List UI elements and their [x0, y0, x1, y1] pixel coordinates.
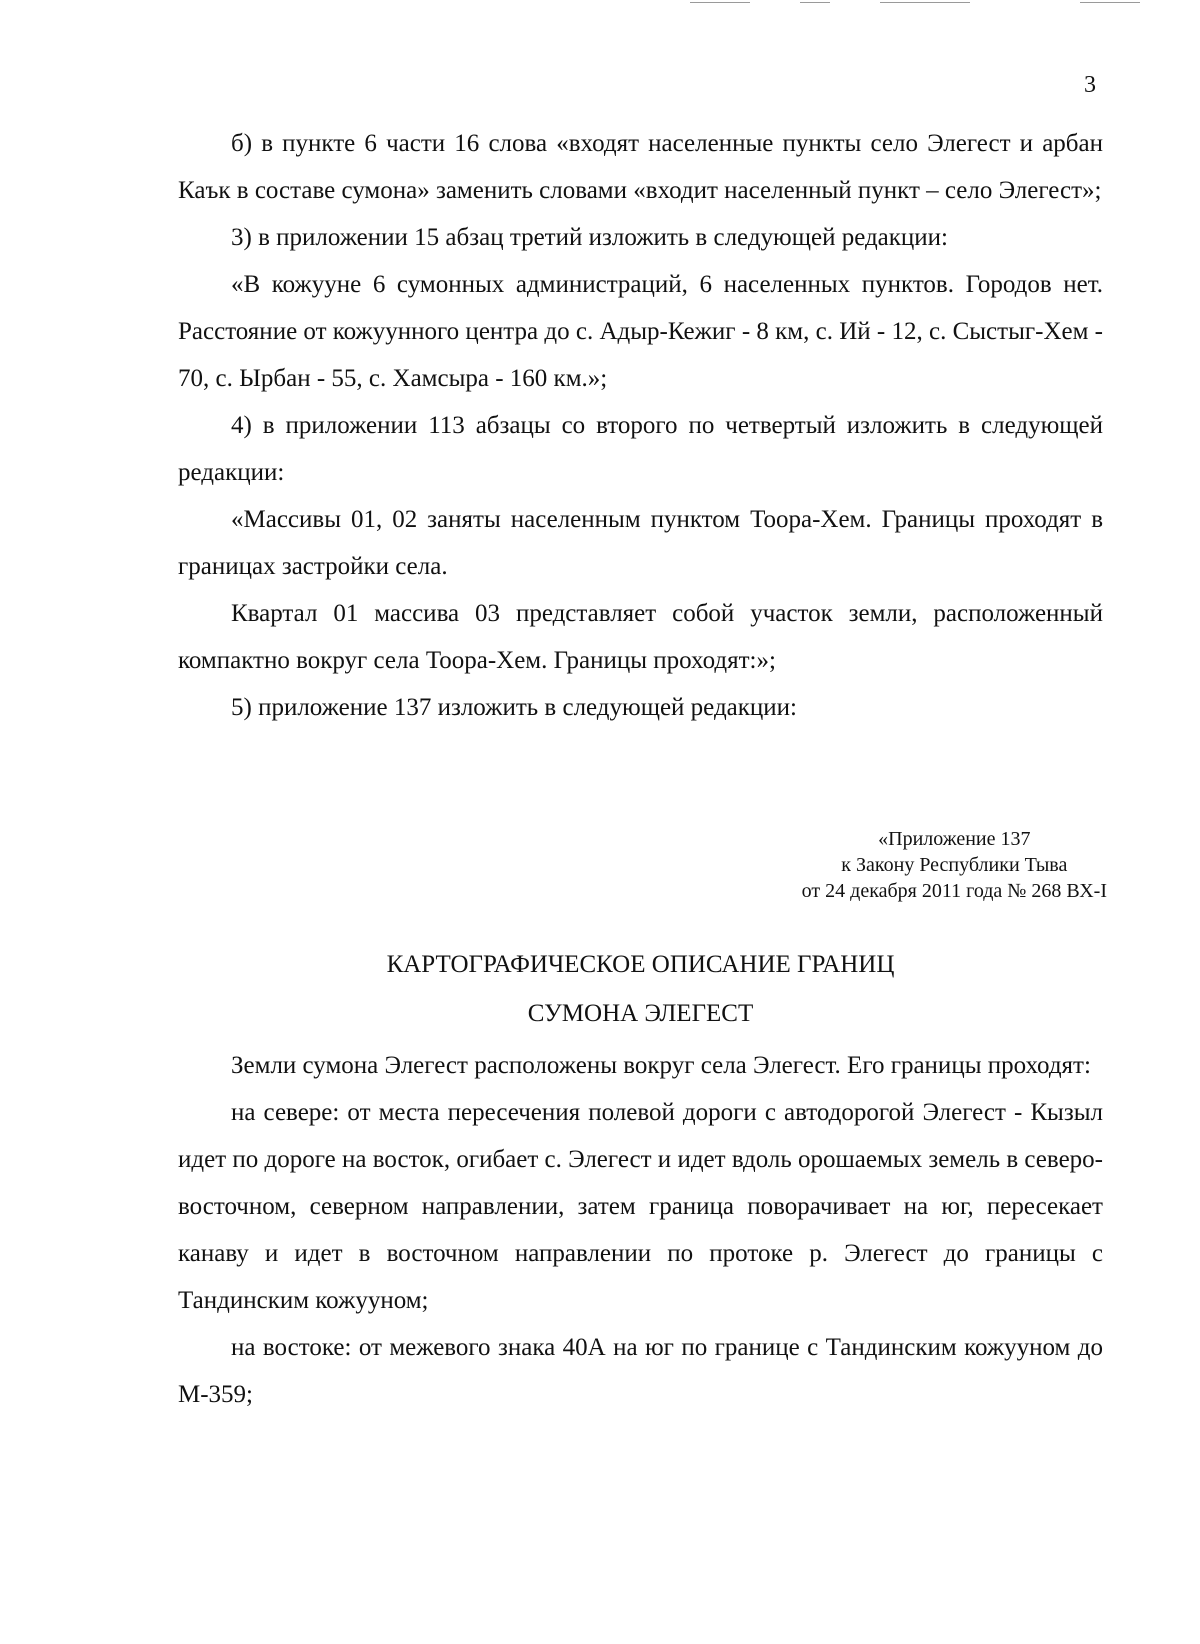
scan-artifact: [880, 2, 970, 3]
document-body-top: [178, 120, 1103, 731]
paragraph-north-border: на севере: от места пересечения полевой дороги с автодорогой Элегест - Кызыл идет по дороге на восток, огибает с. Элегест и идет вдоль орошаемых земель в северо-восточном, северном направлении, затем граница поворачивает на юг, пересекает канаву и идет в восточном направлении по протоке р. Элегест до границы с Тандинским кожууном;: [178, 1099, 1103, 1314]
paragraph-quote-kozhuun: «В кожууне 6 сумонных администраций, 6 населенных пунктов. Городов нет. Расстояние от кожуунного центра до с. Адыр-Кежиг - 8 км, с. Ий - 12, с. Сыстыг-Хем - 70, с. Ырбан - 55, с. Хамсыра - 160 км.»;: [178, 271, 1103, 392]
section-title-line-2: СУМОНА ЭЛЕГЕСТ: [527, 1000, 754, 1027]
paragraph-amendment-b: б) в пункте 6 части 16 слова «входят населенные пункты село Элегест и арбан Каък в составе сумона» заменить словами «входит населенный пункт – село Элегест»;: [178, 130, 1103, 204]
annex-law-reference: к Закону Республики Тыва: [841, 854, 1068, 876]
annex-title: «Приложение 137: [878, 828, 1031, 850]
annex-header: [802, 826, 1107, 904]
paragraph-east-border: на востоке: от межевого знака 40А на юг по границе с Тандинским кожууном до М-359;: [178, 1334, 1103, 1408]
scan-artifact: [1080, 2, 1140, 3]
paragraph-amendment-3: 3) в приложении 15 абзац третий изложить в следующей редакции:: [231, 224, 949, 251]
annex-law-date: от 24 декабря 2011 года № 268 ВХ-I: [801, 880, 1107, 902]
paragraph-amendment-5: 5) приложение 137 изложить в следующей редакции:: [231, 694, 797, 721]
paragraph-quote-massivy: «Массивы 01, 02 заняты населенным пунктом Тоора-Хем. Границы проходят в границах застройки села.: [178, 506, 1103, 580]
scan-artifact: [690, 2, 750, 3]
section-title-line-1: КАРТОГРАФИЧЕСКОЕ ОПИСАНИЕ ГРАНИЦ: [386, 951, 895, 978]
page-number: 3: [1084, 72, 1096, 98]
paragraph-kvartal: Квартал 01 массива 03 представляет собой участок земли, расположенный компактно вокруг села Тоора-Хем. Границы проходят:»;: [178, 600, 1103, 674]
section-title: [178, 940, 1103, 1038]
scan-artifact: [800, 2, 830, 3]
paragraph-amendment-4: 4) в приложении 113 абзацы со второго по четвертый изложить в следующей редакции:: [178, 412, 1103, 486]
document-body-bottom: [178, 1042, 1103, 1418]
paragraph-lands-intro: Земли сумона Элегест расположены вокруг села Элегест. Его границы проходят:: [231, 1052, 1091, 1079]
